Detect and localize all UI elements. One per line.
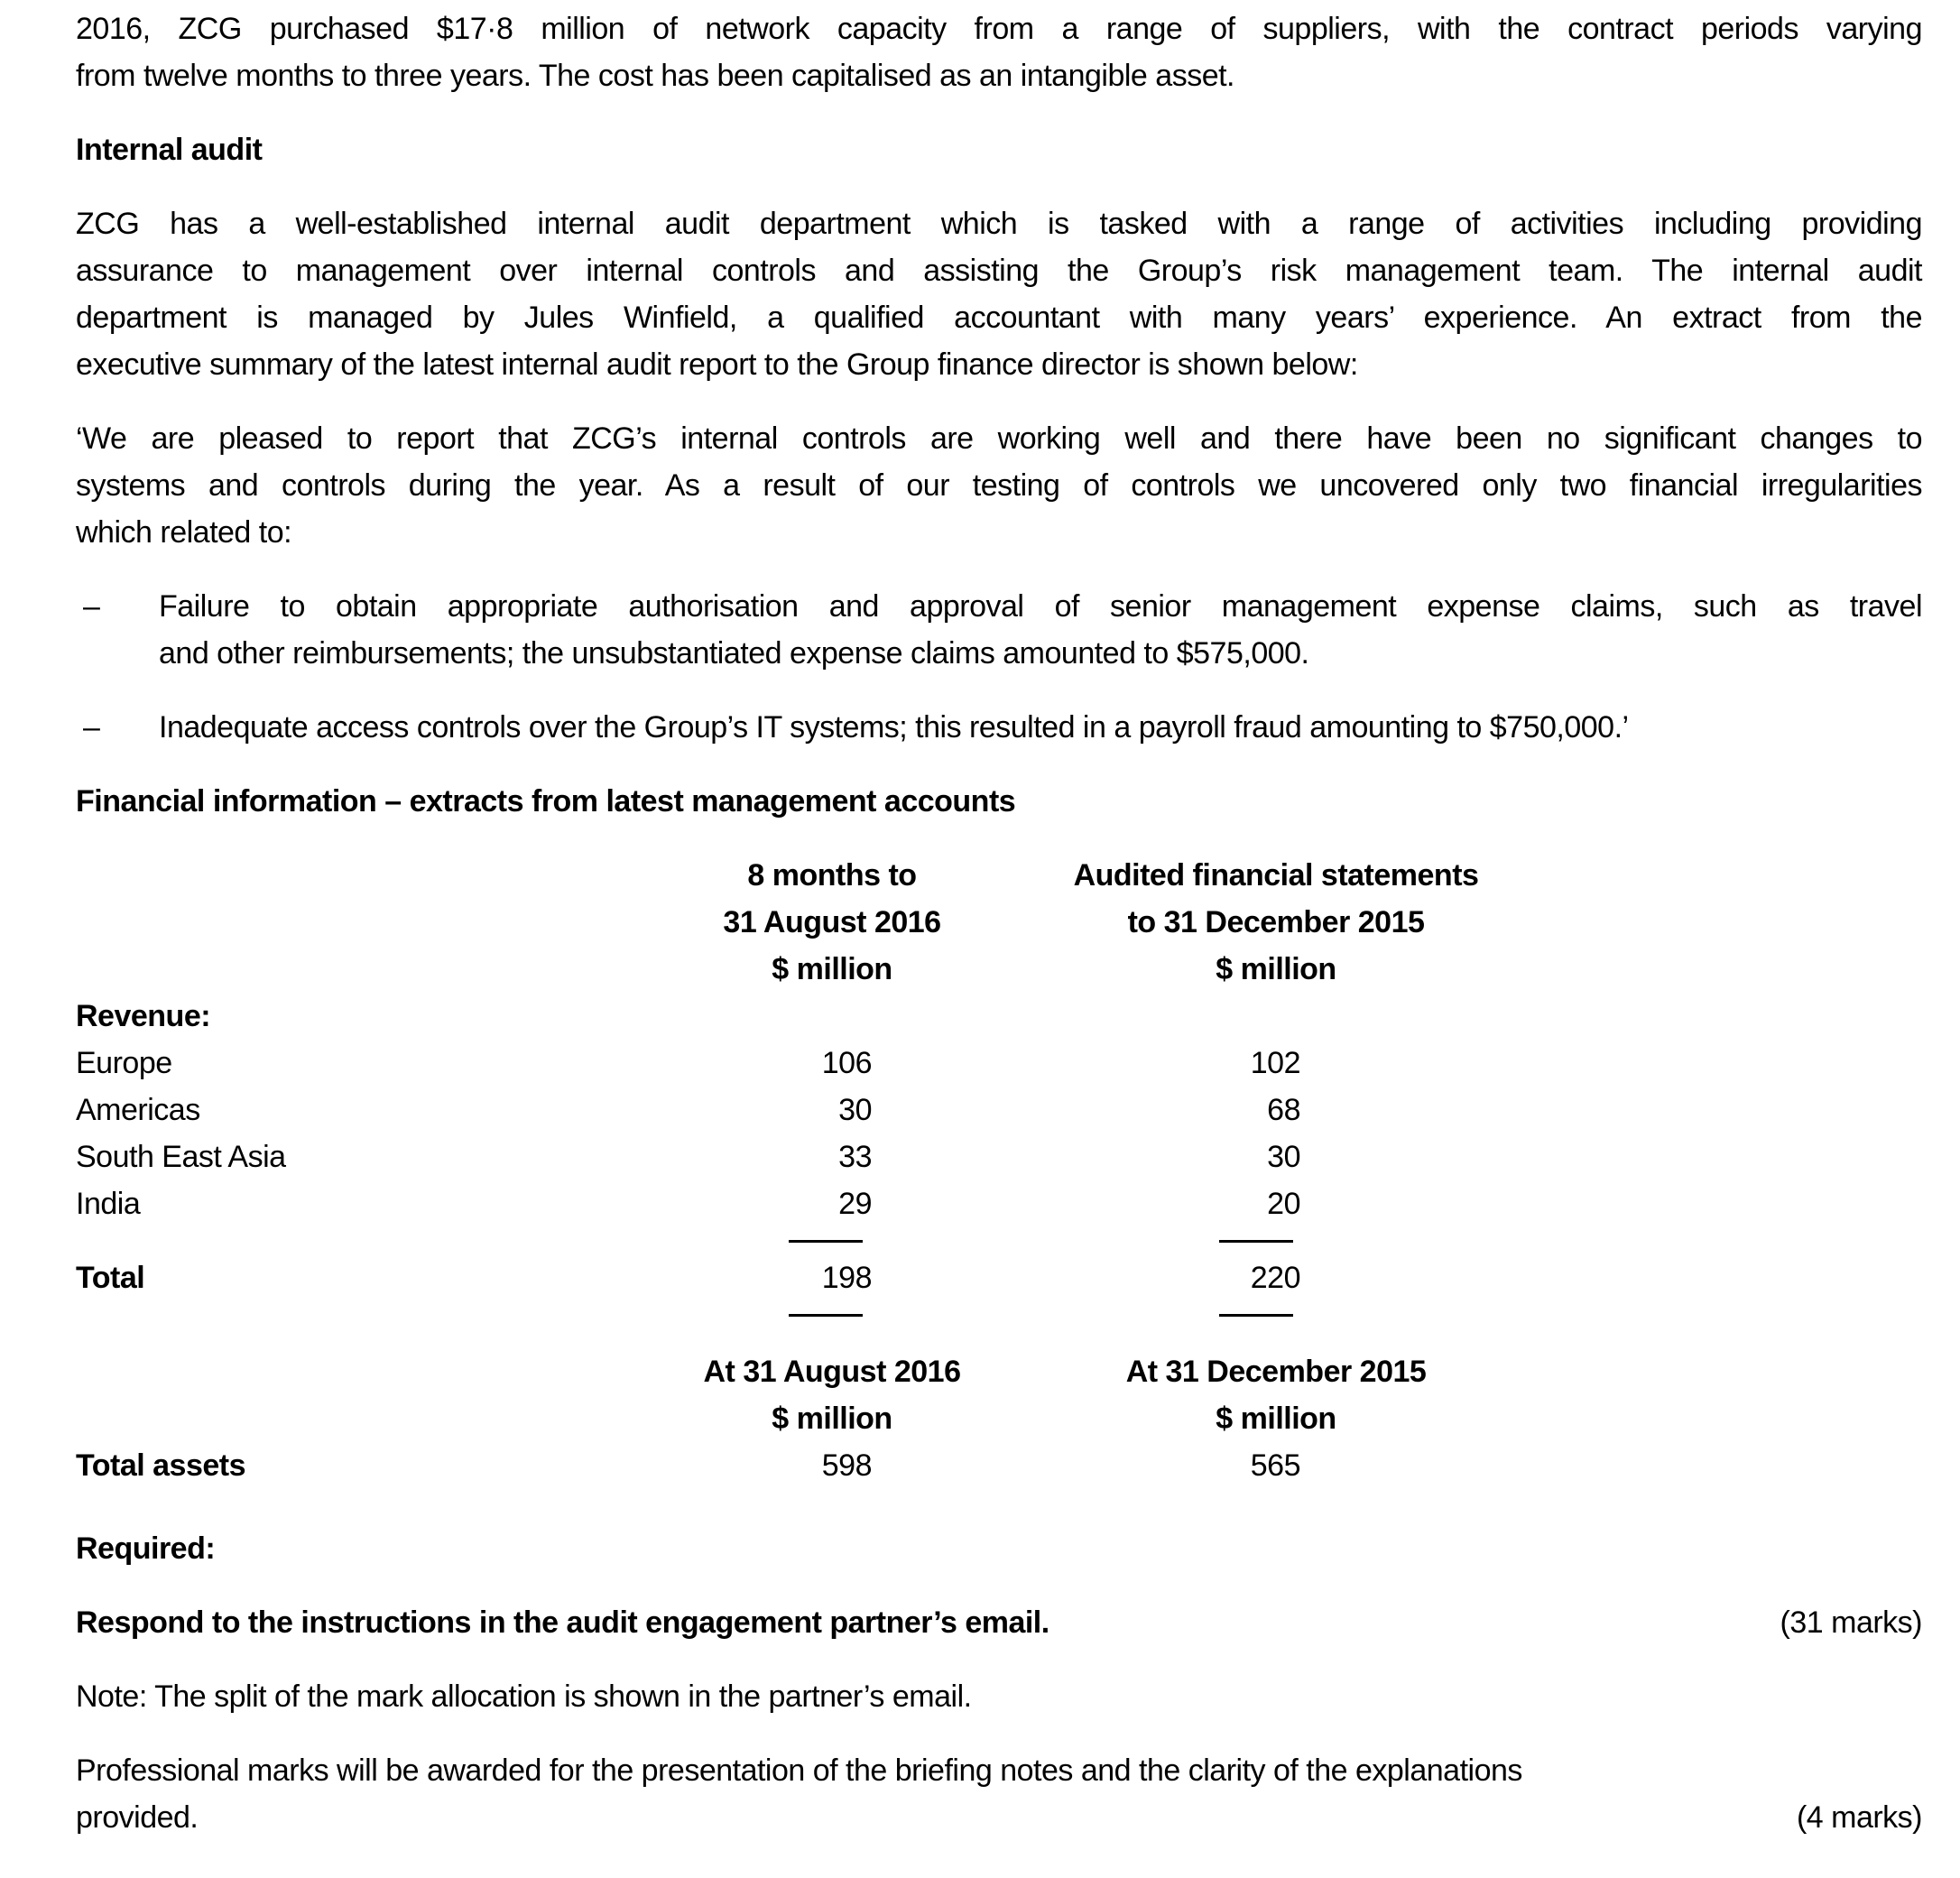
total-rule-below <box>76 1301 1922 1328</box>
internal-audit-paragraph <box>76 200 1922 388</box>
col-a-header <box>614 852 1050 993</box>
text-line: ZCG has a well-established internal audit department which is tasked with a range of activities including providing <box>76 207 1922 241</box>
underline-rule <box>1219 1314 1293 1317</box>
internal-audit-heading: Internal audit <box>76 133 263 167</box>
intro-paragraph <box>76 5 1922 99</box>
table-row <box>76 1040 1922 1087</box>
total-rule-above <box>76 1227 1922 1254</box>
revenue-rows <box>76 1040 1922 1227</box>
revenue-section-row <box>76 993 1922 1040</box>
rule-cell <box>614 1301 1050 1328</box>
bullet-item-expense-claims <box>76 583 1922 677</box>
empty-cell <box>614 993 1050 1040</box>
col-a-value: 29 <box>838 1187 872 1221</box>
audit-quote-paragraph <box>76 415 1922 556</box>
section-label: Revenue: <box>76 999 211 1033</box>
bullet-text <box>159 704 1922 751</box>
col-a-value: 33 <box>838 1140 872 1174</box>
text-line: 31 August 2016 <box>723 905 941 939</box>
text-line: Professional marks will be awarded for the presentation of the briefing notes and the clarity of the explanations <box>76 1753 1522 1788</box>
header-spacer <box>76 852 614 993</box>
text-line: At 31 December 2015 <box>1125 1355 1427 1389</box>
empty-cell <box>76 1227 614 1254</box>
text-line: $ million <box>772 1402 892 1436</box>
instruction-line <box>76 1599 1922 1646</box>
col-b-value: 220 <box>1250 1261 1300 1295</box>
assets-col-a-header <box>614 1348 1050 1442</box>
text-line: $ million <box>1216 952 1336 986</box>
rule-cell <box>614 1227 1050 1254</box>
empty-cell <box>76 1301 614 1328</box>
underline-rule <box>789 1314 863 1317</box>
text-line: and other reimbursements; the unsubstantiated expense claims amounted to $575,000. <box>159 636 1309 671</box>
col-b-value: 102 <box>1250 1046 1300 1080</box>
instruction-text: Respond to the instructions in the audit engagement partner’s email. <box>76 1605 1049 1640</box>
col-a-value: 198 <box>821 1261 872 1295</box>
table-row <box>76 1087 1922 1133</box>
required-heading: Required: <box>76 1531 216 1566</box>
empty-cell <box>1050 993 1502 1040</box>
table-row <box>76 1180 1922 1227</box>
underline-rule <box>1219 1240 1293 1243</box>
row-label: Americas <box>76 1093 200 1127</box>
col-b-value: 30 <box>1267 1140 1300 1174</box>
text-line: ‘We are pleased to report that ZCG’s internal controls are working well and there have been no significant changes to <box>76 421 1922 456</box>
bullet-dash: – <box>83 589 100 624</box>
table-gap <box>76 1328 1922 1348</box>
col-b-header <box>1050 852 1502 993</box>
row-label: Europe <box>76 1046 172 1080</box>
text-line: Failure to obtain appropriate authorisation and approval of senior management expense claims, such as travel <box>159 589 1922 624</box>
bullet-dash: – <box>83 710 100 745</box>
text-line: 8 months to <box>747 858 917 893</box>
professional-marks-paragraph <box>76 1747 1922 1841</box>
total-row <box>76 1254 1922 1301</box>
table-row <box>76 1133 1922 1180</box>
note-line: Note: The split of the mark allocation is shown in the partner’s email. <box>76 1679 972 1714</box>
text-line: department is managed by Jules Winfield, a qualified accountant with many years’ experience. An extract from the <box>76 301 1922 335</box>
text-line: to 31 December 2015 <box>1127 905 1425 939</box>
col-a-value: 106 <box>821 1046 872 1080</box>
assets-col-b-header <box>1050 1348 1502 1442</box>
row-label: India <box>76 1187 141 1221</box>
col-b-value: 68 <box>1267 1093 1300 1127</box>
text-line: $ million <box>772 952 892 986</box>
instruction-marks: (31 marks) <box>1780 1605 1922 1640</box>
professional-marks-text: provided. <box>76 1800 199 1835</box>
text-line: from twelve months to three years. The cost has been capitalised as an intangible asset. <box>76 59 1234 93</box>
row-label: Total assets <box>76 1448 246 1483</box>
bullet-text <box>159 583 1922 677</box>
text-line: 2016, ZCG purchased $17·8 million of network capacity from a range of suppliers, with the contract periods varying <box>76 12 1922 46</box>
row-label: South East Asia <box>76 1140 286 1174</box>
text-line: $ million <box>1216 1402 1336 1436</box>
rule-cell <box>1050 1227 1502 1254</box>
professional-marks-last-line <box>76 1794 1922 1841</box>
professional-marks-value: (4 marks) <box>1796 1800 1922 1835</box>
assets-header-row <box>76 1348 1922 1442</box>
col-a-value: 30 <box>838 1093 872 1127</box>
text-line: which related to: <box>76 515 292 550</box>
table-header-row <box>76 852 1922 993</box>
text-line: executive summary of the latest internal audit report to the Group finance director is shown below: <box>76 347 1358 382</box>
bullet-item-access-controls <box>76 704 1922 751</box>
financial-table <box>76 852 1922 1489</box>
text-line: Inadequate access controls over the Group’s IT systems; this resulted in a payroll fraud amounting to $750,000.’ <box>159 710 1629 745</box>
financial-information-heading: Financial information – extracts from latest management accounts <box>76 784 1016 819</box>
text-line: systems and controls during the year. As a result of our testing of controls we uncovered only two financial irregularities <box>76 468 1922 503</box>
row-label: Total <box>76 1261 145 1295</box>
professional-marks-justified <box>76 1747 1922 1794</box>
rule-cell <box>1050 1301 1502 1328</box>
col-b-value: 20 <box>1267 1187 1300 1221</box>
header-spacer <box>76 1348 614 1442</box>
underline-rule <box>789 1240 863 1243</box>
text-line: At 31 August 2016 <box>703 1355 961 1389</box>
col-a-value: 598 <box>821 1448 872 1483</box>
total-assets-row <box>76 1442 1922 1489</box>
col-b-value: 565 <box>1250 1448 1300 1483</box>
text-line: Audited financial statements <box>1073 858 1479 893</box>
text-line: assurance to management over internal controls and assisting the Group’s risk management team. The internal audit <box>76 254 1922 288</box>
